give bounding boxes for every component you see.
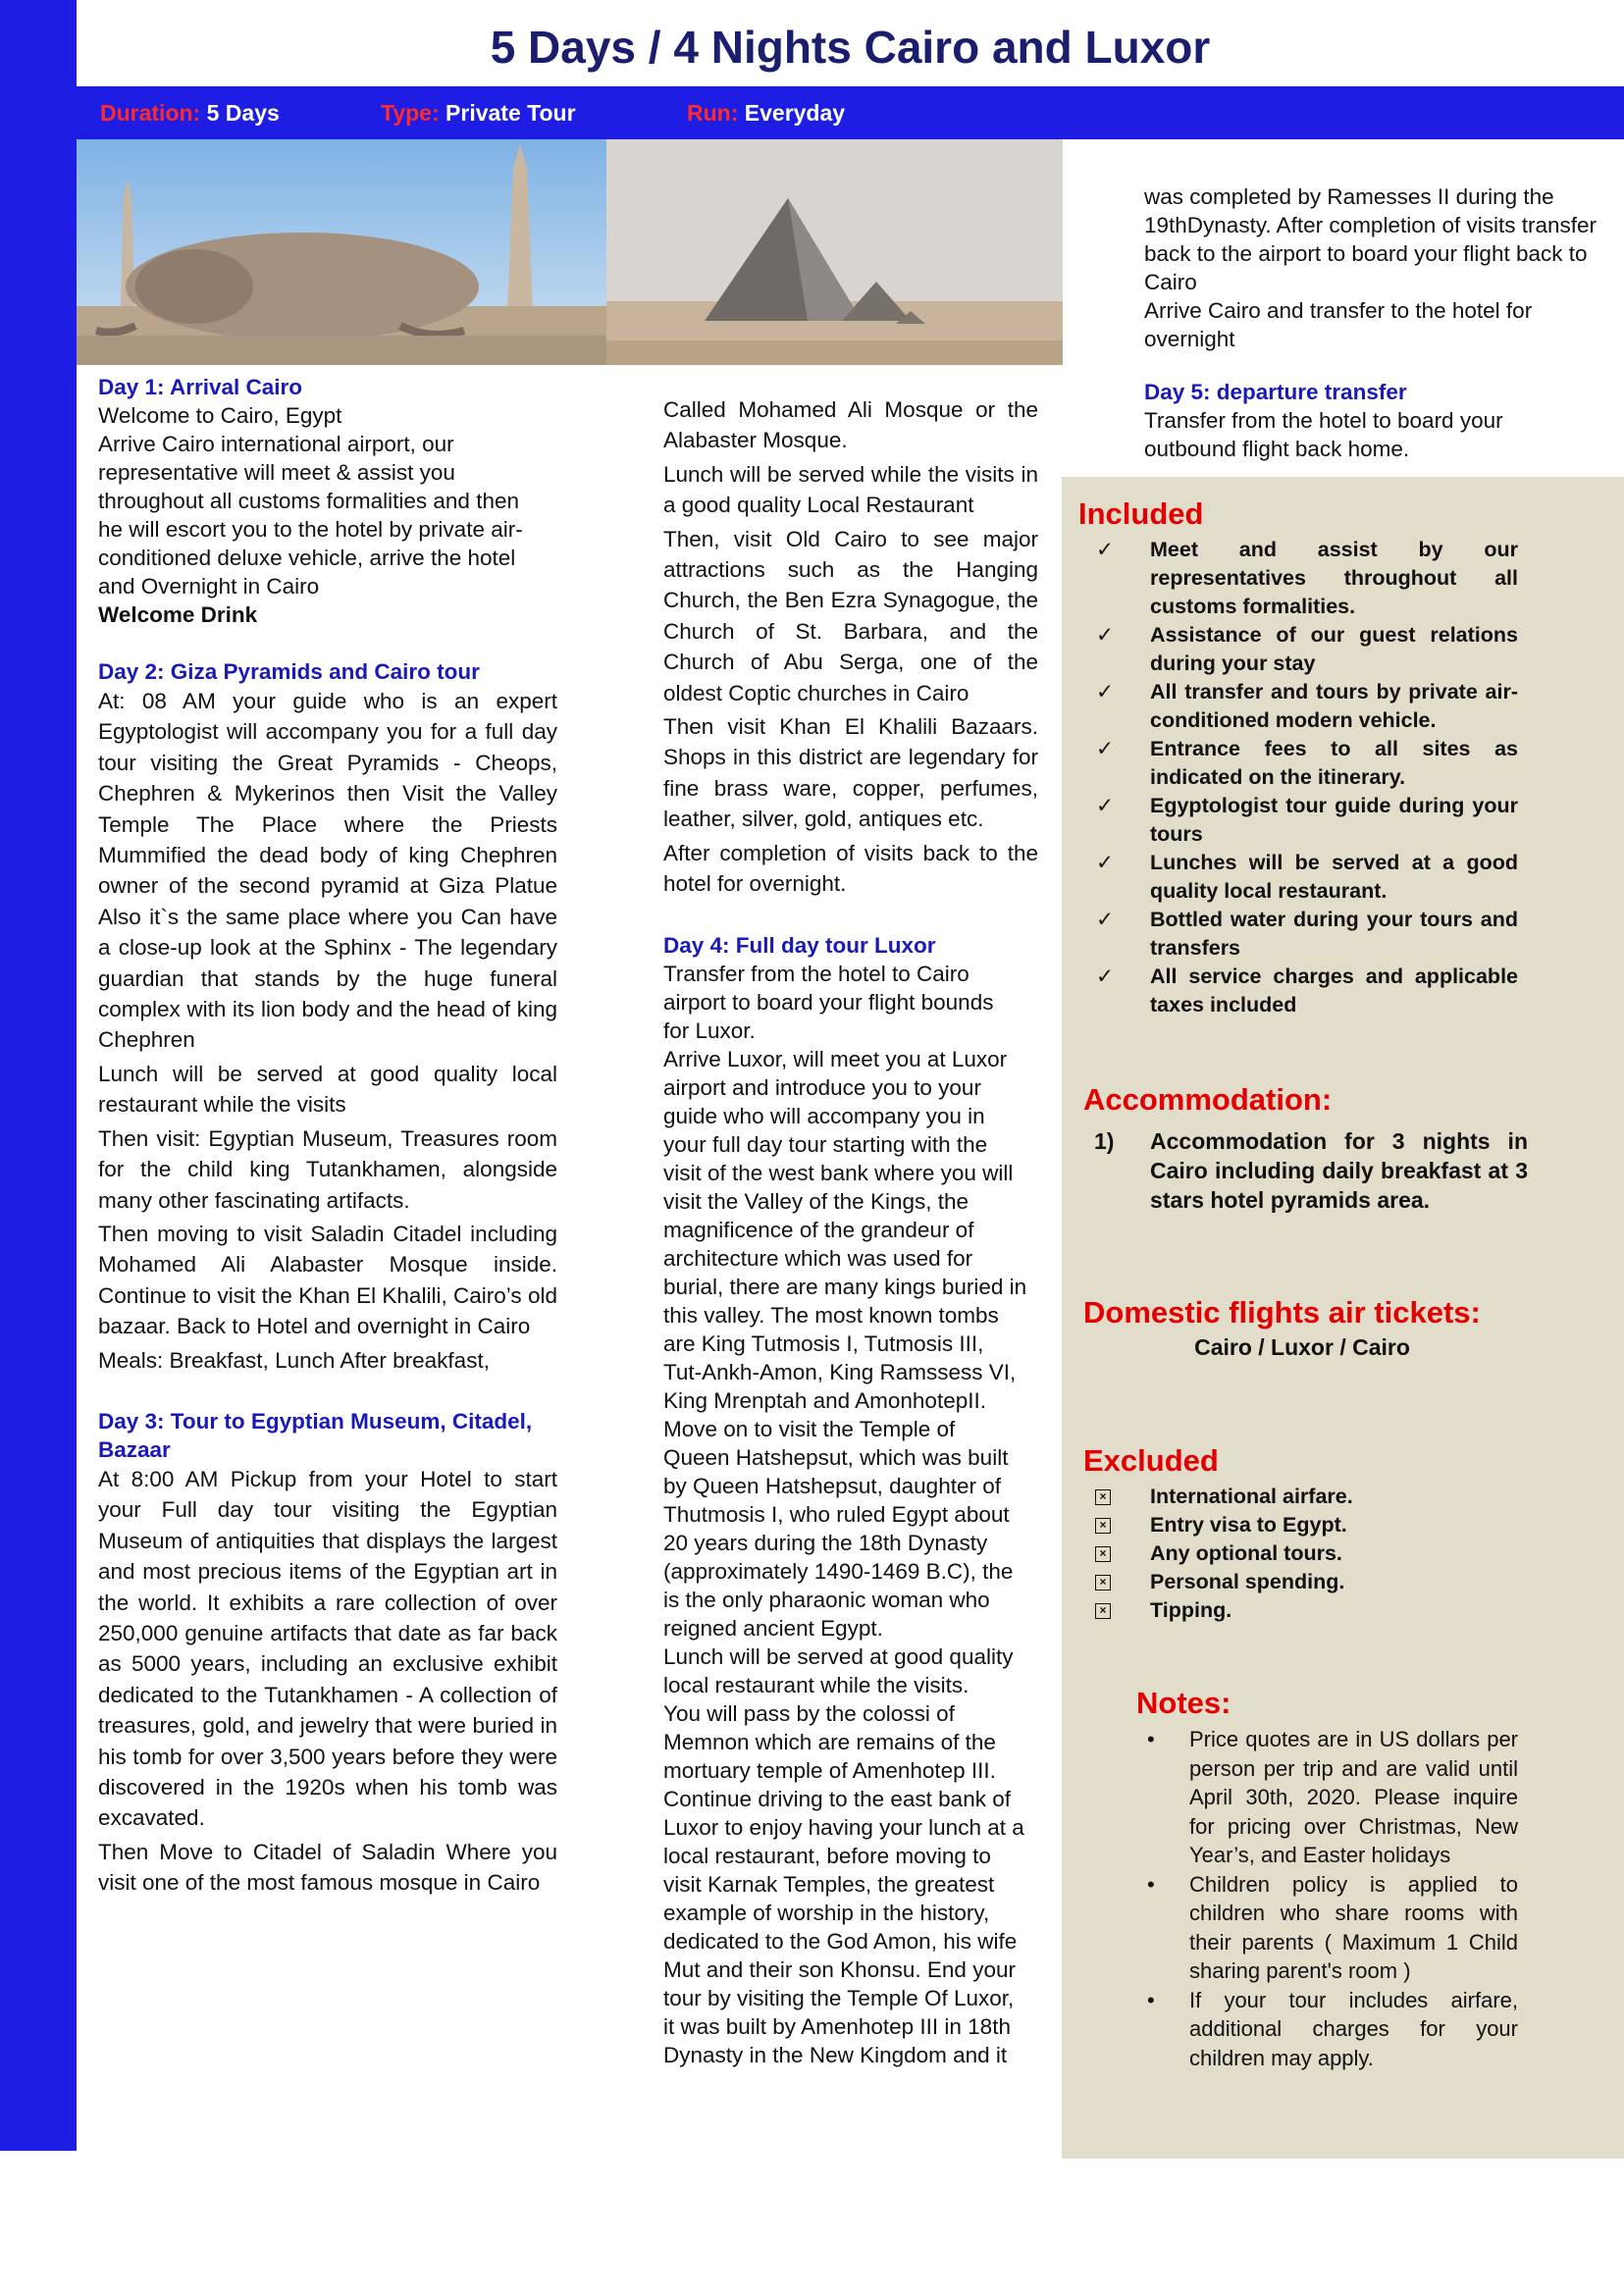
run-info [687, 86, 845, 139]
accommodation-list [1062, 1126, 1528, 1215]
list-number: 1) [1094, 1128, 1115, 1154]
day4-line: dedicated to the God Amon, his wife [663, 1928, 1018, 1954]
check-icon: ✓ [1096, 538, 1115, 561]
run-label: Run: [687, 100, 739, 126]
day1-line: throughout all customs formalities and then [98, 489, 519, 513]
day4-line: reigned ancient Egypt. [663, 1615, 883, 1641]
day5-line: Transfer from the hotel to board your [1144, 408, 1503, 433]
included-item: ✓ Egyptologist tour guide during your tours [1096, 794, 1518, 846]
note-item: • Price quotes are in US dollars per person per trip and are valid until April 30th, 2020. Please inquire for pricing over Christmas, New Year’s, and Easter holidays [1147, 1727, 1518, 1867]
day2-paragraph: Then visit: Egyptian Museum, Treasures room for the child king Tutankhamen, alongside many other fascinating artifacts. [98, 1125, 557, 1213]
check-icon: ✓ [1096, 623, 1115, 647]
day4-line: airport to board your flight bounds [663, 989, 994, 1015]
bullet-icon: • [1147, 1727, 1155, 1751]
tour-info-bar [77, 86, 1624, 139]
day4-continued-line: Arrive Cairo and transfer to the hotel for [1144, 298, 1533, 323]
duration-info [100, 86, 280, 139]
day4-line: Thutmosis I, who ruled Egypt about [663, 1501, 1010, 1527]
flights-route: Cairo / Luxor / Cairo [1194, 1334, 1410, 1360]
note-item: • If your tour includes airfare, additional charges for your children may apply. [1147, 1987, 1518, 2070]
day1-line: conditioned deluxe vehicle, arrive the hotel [98, 546, 516, 570]
included-item: ✓ All transfer and tours by private air-conditioned modern vehicle. [1096, 680, 1518, 732]
duration-label: Duration: [100, 100, 201, 126]
check-icon: ✓ [1096, 794, 1115, 817]
excluded-item: × International airfare. [1062, 1483, 1518, 1511]
included-item: ✓ Entrance fees to all sites as indicated on the itinerary. [1096, 737, 1518, 789]
day4-line: your full day tour starting with the [663, 1131, 988, 1157]
day4-line: Mut and their son Khonsu. End your [663, 1956, 1016, 1982]
day4-line: King Mrenptah and AmonhotepII. [663, 1387, 986, 1413]
excluded-item: × Entry visa to Egypt. [1062, 1511, 1518, 1539]
day4-line: visit the Valley of the Kings, the [663, 1188, 969, 1214]
day1-heading: Day 1: Arrival Cairo [98, 375, 303, 399]
day4-line: Transfer from the hotel to Cairo [663, 961, 969, 986]
type-value: Private Tour [445, 100, 576, 126]
day4-line: by Queen Hatshepsut, daughter of [663, 1473, 1001, 1498]
included-heading: Included [1078, 496, 1204, 531]
day4-line: Move on to visit the Temple of [663, 1416, 956, 1441]
excluded-item: × Personal spending. [1062, 1568, 1518, 1596]
day3-continued-paragraph: After completion of visits back to the hotel for overnight. [663, 840, 1038, 897]
day3-continued-paragraph: Called Mohamed Ali Mosque or the Alabaster Mosque. [663, 397, 1038, 453]
day4-line: Luxor to enjoy having your lunch at a [663, 1814, 1024, 1840]
day4-line: tour by visiting the Temple Of Luxor, [663, 1985, 1015, 2010]
check-icon: ✓ [1096, 680, 1115, 704]
left-accent-bar [0, 0, 77, 2151]
day4-line: Dynasty in the New Kingdom and it [663, 2042, 1008, 2067]
duration-value: 5 Days [206, 100, 280, 126]
x-box-icon: × [1095, 1546, 1111, 1562]
excluded-list [1062, 1483, 1518, 1625]
day3-paragraph: At 8:00 AM Pickup from your Hotel to start your Full day tour visiting the Egyptian Museum of antiquities that displays the largest and most precious items of the Egyptian art in the world. It exhibits a rare collection of over 250,000 genuine artifacts that date as far back as 5000 years, including an exclusive exhibit dedicated to the Tutankhamen - A collection of treasures, gold, and jewelry that were buried in his tomb for over 3,500 years before they were discovered in the 1920s when his tomb was excavated. [98, 1466, 557, 1831]
accommodation-heading: Accommodation: [1083, 1082, 1333, 1117]
day1-line: he will escort you to the hotel by private air- [98, 517, 523, 542]
day4-heading: Day 4: Full day tour Luxor [663, 932, 936, 958]
day4-line: burial, there are many kings buried in [663, 1274, 1027, 1299]
inclusions-panel [1062, 477, 1624, 2159]
day3-continued-paragraph: Lunch will be served while the visits in a good quality Local Restaurant [663, 461, 1038, 518]
included-item: ✓ Bottled water during your tours and transfers [1096, 908, 1518, 960]
day5-heading: Day 5: departure transfer [1144, 380, 1407, 404]
flights-heading: Domestic flights air tickets: [1083, 1295, 1481, 1330]
check-icon: ✓ [1096, 851, 1115, 874]
x-box-icon: × [1095, 1489, 1111, 1505]
day2-paragraph: Then moving to visit Saladin Citadel including Mohamed Ali Alabaster Mosque inside. Continue to visit the Khan El Khalili, Cairo’s old bazaar. Back to Hotel and overnight in Cairo [98, 1221, 557, 1339]
day4-line: Continue driving to the east bank of [663, 1786, 1011, 1811]
day4-continued-line: was completed by Ramesses II during the [1144, 184, 1554, 209]
day3-heading: Day 3: Tour to Egyptian Museum, Citadel, Bazaar [98, 1408, 533, 1462]
day4-line: architecture which was used for [663, 1245, 973, 1271]
day4-line: Queen Hatshepsut, which was built [663, 1444, 1009, 1470]
day4-line: this valley. The most known tombs [663, 1302, 999, 1328]
check-icon: ✓ [1096, 737, 1115, 760]
check-icon: ✓ [1096, 965, 1115, 988]
day4-continued-line: overnight [1144, 327, 1235, 351]
day2-paragraph: Meals: Breakfast, Lunch After breakfast, [98, 1347, 490, 1373]
day3-continued-paragraph: Then, visit Old Cairo to see major attractions such as the Hanging Church, the Ben Ezra Synagogue, the Church of St. Barbara, and the Church of Abu Serga, one of the oldest Coptic churches in Cairo [663, 526, 1038, 705]
excluded-item: × Tipping. [1062, 1596, 1518, 1625]
itinerary-column-3 [1144, 183, 1624, 463]
x-box-icon: × [1095, 1575, 1111, 1591]
included-item: ✓ Assistance of our guest relations during your stay [1096, 623, 1518, 675]
day1-line: and Overnight in Cairo [98, 574, 320, 599]
day4-line: visit Karnak Temples, the greatest [663, 1871, 995, 1897]
pyramids-photo [606, 139, 1063, 365]
day2-paragraph: At: 08 AM your guide who is an expert Egyptologist will accompany you for a full day tour visiting the Great Pyramids - Cheops, Chephren & Mykerinos then Visit the Valley Temple The Place where the Priests Mummified the dead body of king Chephren owner of the second pyramid at Giza Platue Also it`s the same place where you Can have a close-up look at the Sphinx - The legendary guardian that stands by the huge funeral complex with its lion body and the head of king Chephren [98, 689, 557, 1053]
day4-continued-line: back to the airport to board your flight back to [1144, 241, 1588, 266]
itinerary-column-2 [663, 394, 1038, 2069]
day1-line: Welcome to Cairo, Egypt [98, 403, 342, 428]
bullet-icon: • [1147, 1871, 1155, 1897]
check-icon: ✓ [1096, 908, 1115, 931]
day4-line: Tut-Ankh-Amon, King Ramssess VI, [663, 1359, 1017, 1384]
day3-paragraph: Then Move to Citadel of Saladin Where you visit one of the most famous mosque in Cairo [98, 1839, 557, 1896]
day4-continued-line: Cairo [1144, 270, 1197, 294]
included-list [1062, 536, 1518, 1019]
day3-continued-paragraph: Then visit Khan El Khalili Bazaars. Shops in this district are legendary for fine brass ware, copper, perfumes, leather, silver, gold, antiques etc. [663, 714, 1038, 832]
day1-line: Arrive Cairo international airport, our [98, 432, 454, 456]
day4-line: (approximately 1490-1469 B.C), the [663, 1558, 1014, 1584]
excluded-item: × Any optional tours. [1062, 1539, 1518, 1568]
day2-heading: Day 2: Giza Pyramids and Cairo tour [98, 659, 480, 684]
excluded-heading: Excluded [1083, 1443, 1219, 1478]
day4-line: 20 years during the 18th Dynasty [663, 1530, 988, 1555]
day4-line: example of worship in the history, [663, 1900, 990, 1925]
scarab-obelisk-photo [77, 139, 606, 365]
type-info [381, 86, 576, 139]
day4-line: visit of the west bank where you will [663, 1160, 1014, 1185]
day4-line: Lunch will be served at good quality [663, 1643, 1014, 1669]
day4-continued-line: 19thDynasty. After completion of visits transfer [1144, 213, 1598, 237]
day4-line: mortuary temple of Amenhotep III. [663, 1757, 996, 1783]
bullet-icon: • [1147, 1987, 1155, 2012]
day5-line: outbound flight back home. [1144, 437, 1410, 461]
x-box-icon: × [1095, 1603, 1111, 1619]
day4-line: is the only pharaonic woman who [663, 1587, 990, 1612]
day4-line: airport and introduce you to your [663, 1074, 981, 1100]
included-item: ✓ Meet and assist by our representatives throughout all customs formalities. [1096, 538, 1518, 618]
day4-line: You will pass by the colossi of [663, 1700, 955, 1726]
welcome-drink: Welcome Drink [98, 602, 258, 627]
day4-line: Memnon which are remains of the [663, 1729, 996, 1754]
type-label: Type: [381, 100, 440, 126]
day4-line: local restaurant, before moving to [663, 1843, 991, 1868]
notes-list [1126, 1725, 1518, 2072]
day2-paragraph: Lunch will be served at good quality local restaurant while the visits [98, 1061, 557, 1118]
included-item: ✓ All service charges and applicable taxes included [1096, 965, 1518, 1017]
day4-line: local restaurant while the visits. [663, 1672, 969, 1697]
notes-heading: Notes: [1136, 1686, 1231, 1720]
accommodation-item: 1) Accommodation for 3 nights in Cairo including daily breakfast at 3 stars hotel pyramids area. [1094, 1128, 1528, 1213]
day4-line: are King Tutmosis I, Tutmosis III, [663, 1330, 984, 1356]
day1-line: representative will meet & assist you [98, 460, 455, 485]
day4-line: it was built by Amenhotep III in 18th [663, 2013, 1011, 2039]
note-item: • Children policy is applied to children who share rooms with their parents ( Maximum 1 Child sharing parent's room ) [1147, 1871, 1518, 1983]
page-title: 5 Days / 4 Nights Cairo and Luxor [490, 22, 1211, 73]
itinerary-column-1 [98, 373, 557, 1902]
day4-line: Arrive Luxor, will meet you at Luxor [663, 1046, 1008, 1071]
run-value: Everyday [744, 100, 846, 126]
day4-line: guide who will accompany you in [663, 1103, 985, 1128]
included-item: ✓ Lunches will be served at a good quality local restaurant. [1096, 851, 1518, 903]
x-box-icon: × [1095, 1518, 1111, 1534]
day4-line: for Luxor. [663, 1017, 756, 1043]
day4-line: magnificence of the grandeur of [663, 1217, 974, 1242]
